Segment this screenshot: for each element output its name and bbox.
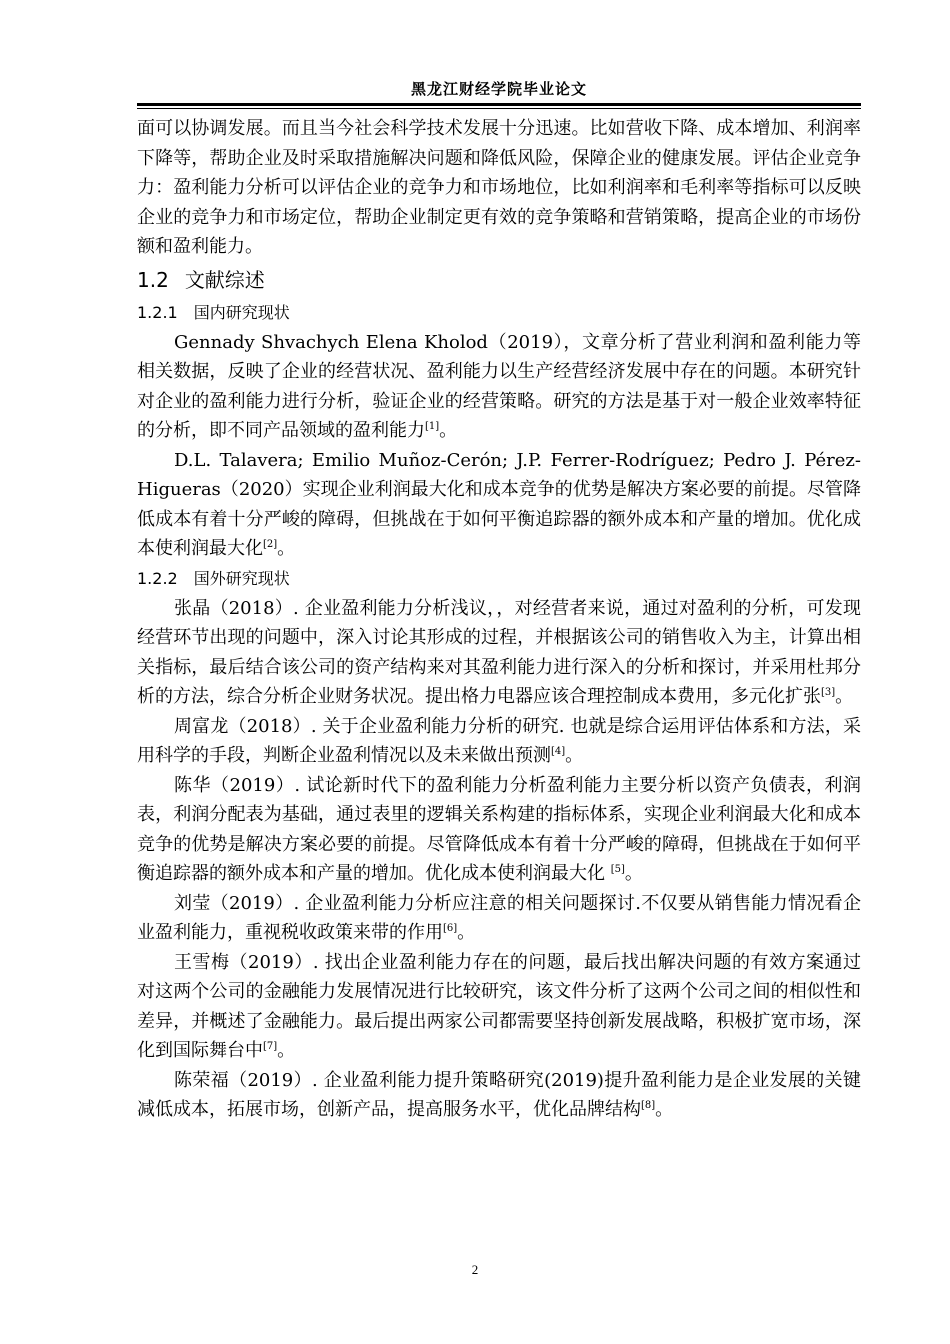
paragraph-end: 。 <box>565 745 584 766</box>
section-title: 国外研究现状 <box>193 568 290 588</box>
citation-marker: [4] <box>551 746 566 757</box>
paragraph-ref-6 <box>137 889 861 948</box>
paragraph-end: 。 <box>655 1099 674 1120</box>
running-header: 黑龙江财经学院毕业论文 <box>410 80 587 98</box>
paragraph-text: 刘莹（2019）. 企业盈利能力分析应注意的相关问题探讨.不仅要从销售能力情况看企业盈利能力，重视税收政策来带的作用 <box>137 892 861 943</box>
paragraph-text: 王雪梅（2019）. 找出企业盈利能力存在的问题，最后找出解决问题的有效方案通过对这两个公司的金融能力发展情况进行比较研究，该文件分析了这两个公司之间的相似性和差异，并概述了金融能力。最后提出两家公司都需要坚持创新发展战略，积极扩宽市场，深化到国际舞台中 <box>137 951 861 1061</box>
section-heading-1-2-1 <box>137 298 861 328</box>
paragraph-ref-1 <box>137 328 861 446</box>
section-title: 国内研究现状 <box>193 302 290 322</box>
citation-marker: [3] <box>821 687 836 698</box>
citation-marker: [8] <box>641 1100 656 1111</box>
paragraph-text: 张晶（2018）. 企业盈利能力分析浅议，，对经营者来说，通过对盈利的分析，可发现经营环节出现的问题中，深入讨论其形成的过程，并根据该公司的销售收入为主，计算出相关指标，最后结合该公司的资产结构来对其盈利能力进行深入的分析和探讨，并采用杜邦分析的方法，综合分析企业财务状况。提出格力电器应该合理控制成本费用，多元化扩张 <box>137 597 861 707</box>
citation-marker: [6] <box>443 923 458 934</box>
section-number: 1.2 <box>137 267 169 292</box>
paragraph-end: 。 <box>277 1040 296 1061</box>
paragraph-end: 。 <box>457 922 476 943</box>
paragraph-ref-8 <box>137 1066 861 1125</box>
section-number: 1.2.2 <box>137 568 178 588</box>
header-rule-thin <box>137 108 861 109</box>
header-rule-thick <box>137 103 861 106</box>
paragraph-ref-2 <box>137 446 861 564</box>
paragraph-text: 陈荣福（2019）. 企业盈利能力提升策略研究(2019)提升盈利能力是企业发展的关键减低成本，拓展市场，创新产品，提高服务水平，优化品牌结构 <box>137 1069 861 1120</box>
page-body <box>137 114 861 1125</box>
section-number: 1.2.1 <box>137 302 178 322</box>
paragraph-text: 陈华（2019）. 试论新时代下的盈利能力分析盈利能力主要分析以资产负债表，利润表，利润分配表为基础，通过表里的逻辑关系构建的指标体系，实现企业利润最大化和成本竞争的优势是解决方案必要的前提。尽管降低成本有着十分严峻的障碍，但挑战在于如何平衡追踪器的额外成本和产量的增加。优化成本使利润最大化 <box>137 774 861 884</box>
section-title: 文献综述 <box>184 267 265 292</box>
section-heading-1-2 <box>137 262 861 298</box>
section-heading-1-2-2 <box>137 564 861 594</box>
citation-marker: [2] <box>263 539 278 550</box>
citation-marker: [7] <box>263 1041 278 1052</box>
paragraph-text: 面可以协调发展。而且当今社会科学技术发展十分迅速。比如营收下降、成本增加、利润率下降等，帮助企业及时采取措施解决问题和降低风险，保障企业的健康发展。评估企业竞争力：盈利能力分析可以评估企业的竞争力和市场地位，比如利润率和毛利率等指标可以反映企业的竞争力和市场定位，帮助企业制定更有效的竞争策略和营销策略，提高企业的市场份额和盈利能力。 <box>137 118 861 257</box>
paragraph-text: Gennady Shvachych Elena Kholod（2019），文章分析了营业利润和盈利能力等相关数据，反映了企业的经营状况、盈利能力以生产经营经济发展中存在的问题。本研究针对企业的盈利能力进行分析，验证企业的经营策略。研究的方法是基于对一般企业效率特征的分析，即不同产品领域的盈利能力 <box>137 331 861 441</box>
citation-marker: [5] <box>610 864 625 875</box>
paragraph-end: 。 <box>835 686 854 707</box>
paragraph-text: D.L. Talavera; Emilio Muñoz-Cerón; J.P. Ferrer-Rodríguez; Pedro J. Pérez-Higueras（2020）实现企业利润最大化和成本竞争的优势是解决方案必要的前提。尽管降低成本有着十分严峻的障碍，但挑战在于如何平衡追踪器的额外成本和产量的增加。优化成本使利润最大化 <box>137 449 861 559</box>
citation-marker: [1] <box>425 421 440 432</box>
paragraph-end: 。 <box>277 538 296 559</box>
page-number: 2 <box>471 1262 479 1277</box>
paragraph-ref-7 <box>137 948 861 1066</box>
paragraph-end: 。 <box>624 863 643 884</box>
paragraph-text: 周富龙（2018）. 关于企业盈利能力分析的研究. 也就是综合运用评估体系和方法，采用科学的手段，判断企业盈利情况以及未来做出预测 <box>137 715 861 766</box>
paragraph-end: 。 <box>439 420 458 441</box>
paragraph-ref-4 <box>137 712 861 771</box>
paragraph-ref-5 <box>137 771 861 889</box>
paragraph-continued <box>137 114 861 262</box>
paragraph-ref-3 <box>137 594 861 712</box>
